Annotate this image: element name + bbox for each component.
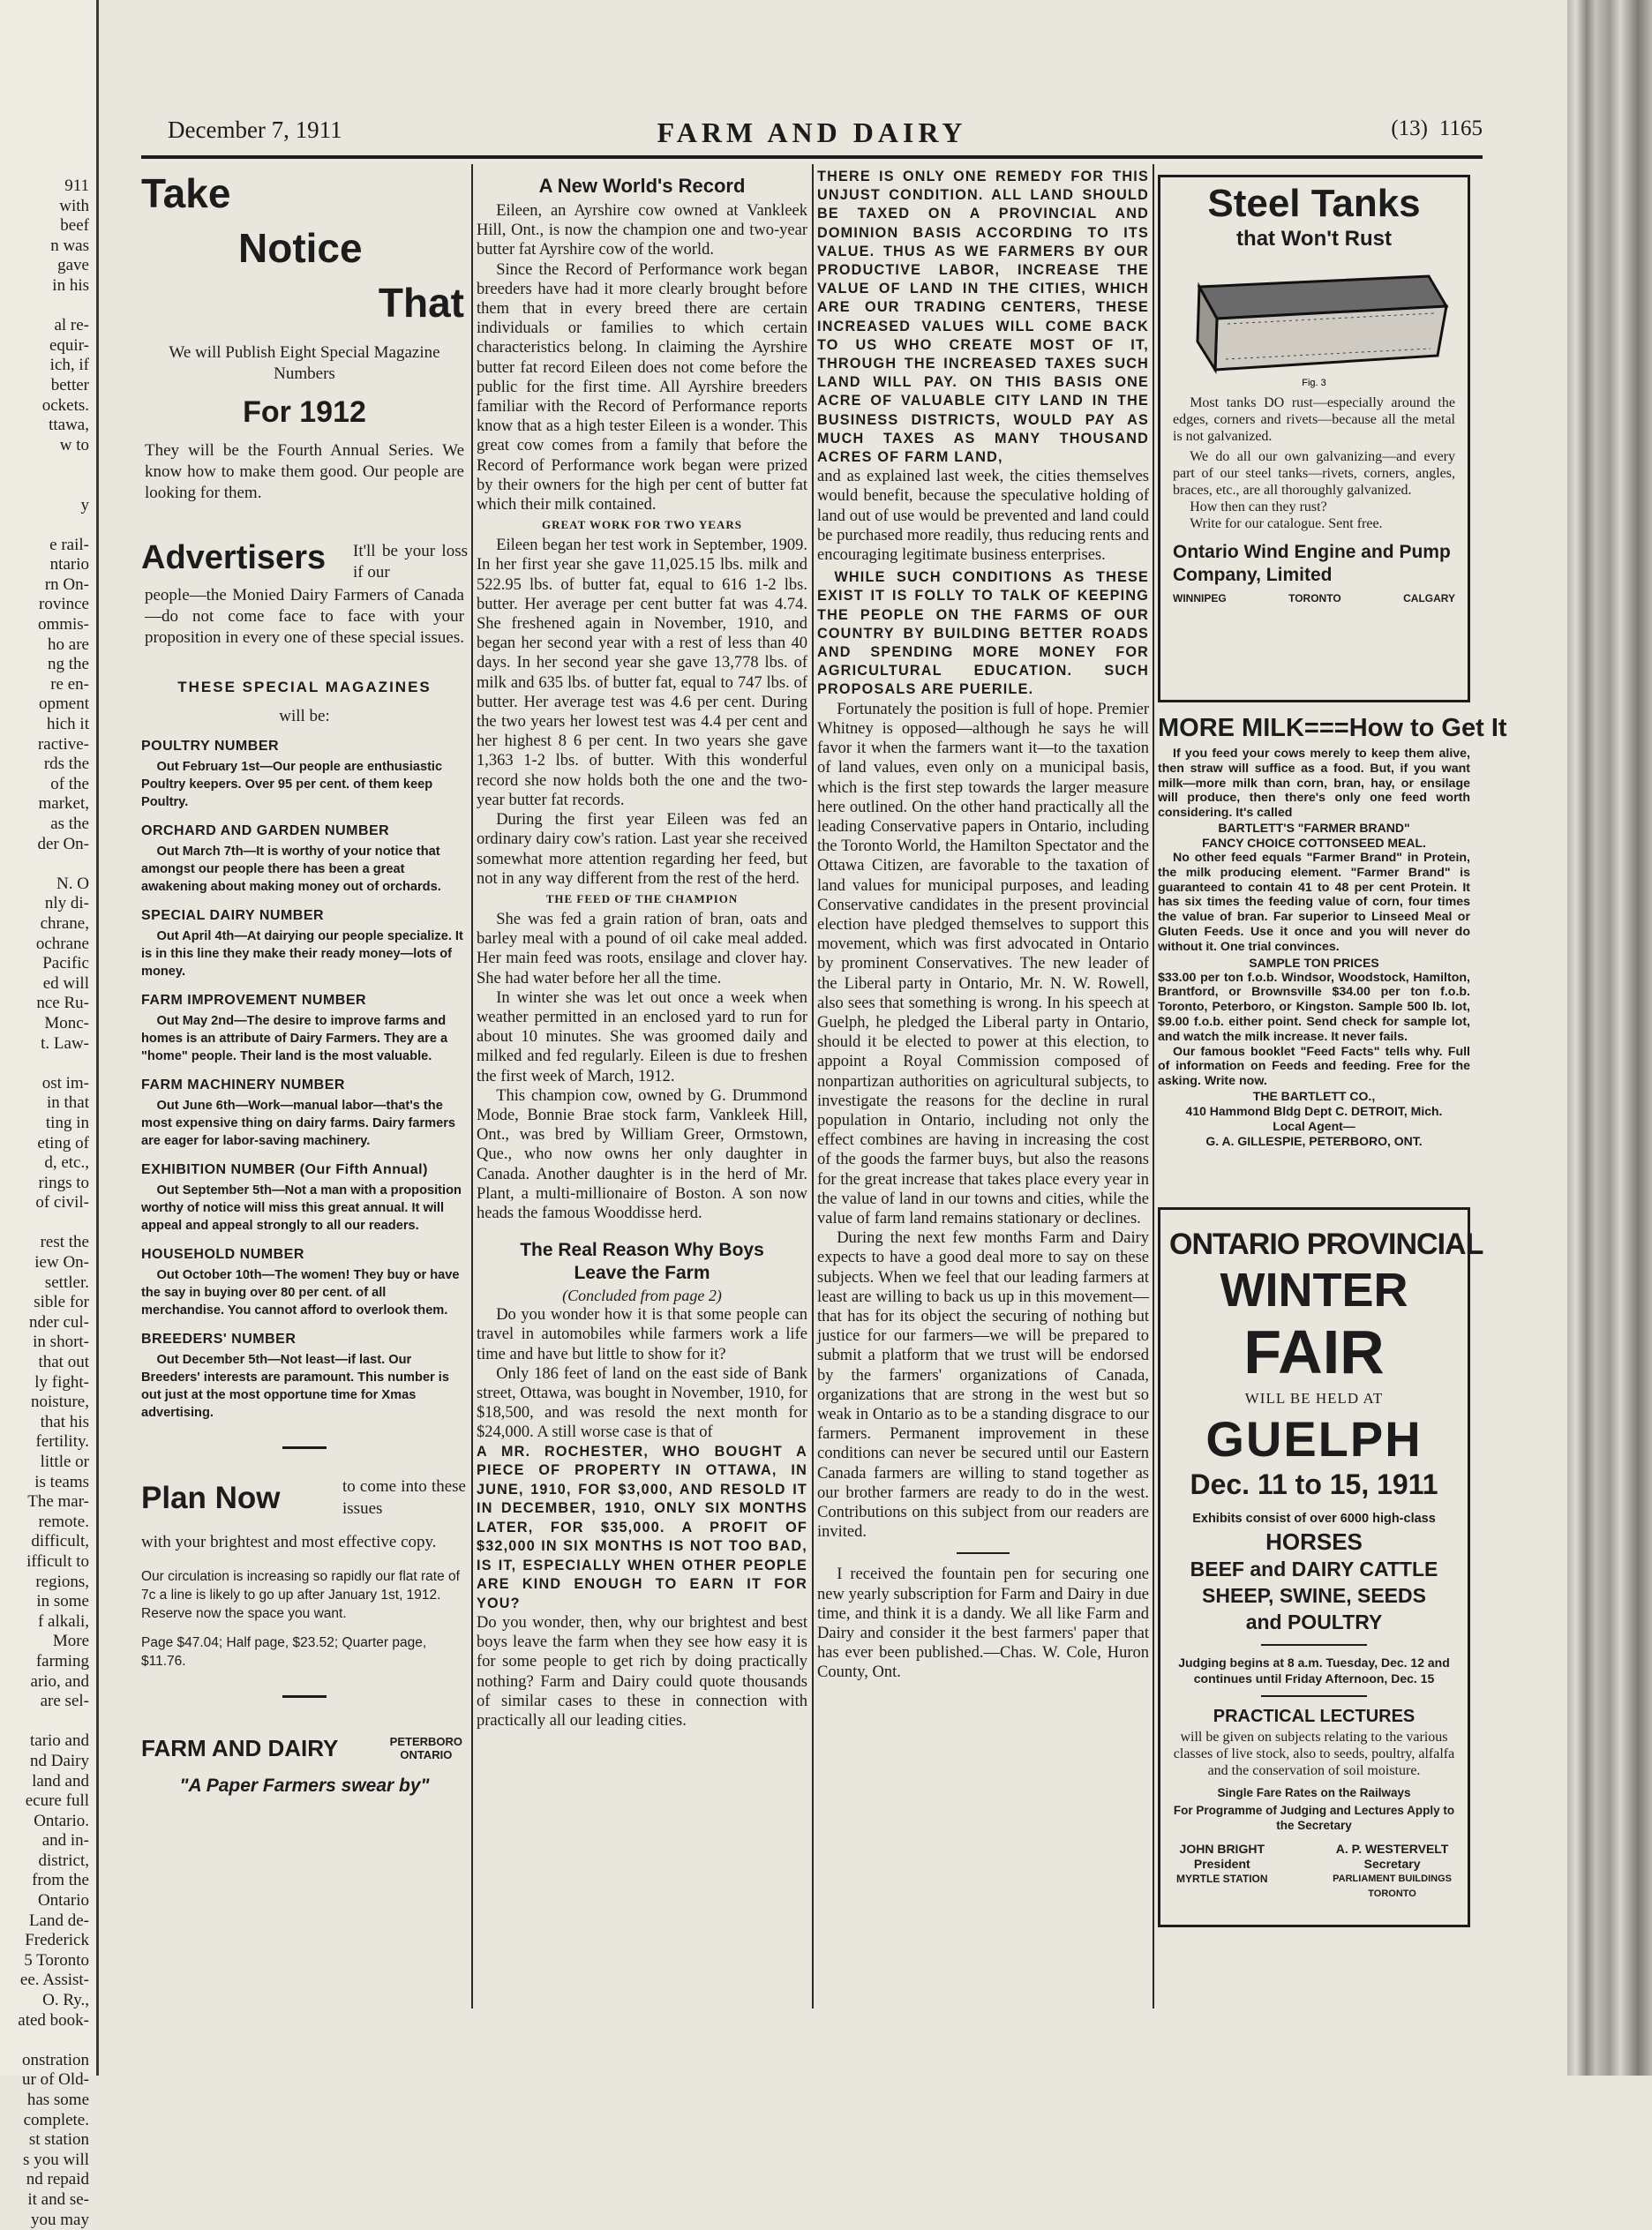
- ad-title: Steel Tanks: [1207, 182, 1421, 225]
- fair-dates: Dec. 11 to 15, 1911: [1190, 1468, 1438, 1500]
- lectures-text: will be given on subjects relating to the various classes of live stock, also to seeds, poultry, alfalfa and the conservation of soil moisture.: [1173, 1730, 1455, 1778]
- secretary-name: A. P. WESTERVELT: [1335, 1842, 1449, 1856]
- president-title: President: [1193, 1857, 1250, 1871]
- strip-fragment: ochrane: [35, 934, 89, 953]
- fair-line: BEEF and DAIRY CATTLE: [1190, 1558, 1438, 1581]
- special-number-text: Out December 5th—Not least—if last. Our Breeders' interests are paramount. This number is out just at the most opportune time for Xmas advertising.: [141, 1353, 449, 1421]
- secretary-city: TORONTO: [1368, 1888, 1416, 1899]
- divider: [282, 1695, 327, 1698]
- article-paragraph: Fortunately the position is full of hope. Premier Whitney is opposed—although he says he will favor it when the farmers want it—to the taxation of land values, even only on a municipal basis, which is the first step towards the larger measure here outlined. On the other hand practically all the leading Conservative papers in Ontario, including the Toronto World, the Hamilton Spectator and the Ottawa Citizen, are favorable to the taxation of land values for municipal purposes, and leading Conservative candidates in the present provincial election have pledged themselves to support this movement, which was first advocated in Ontario by prominent Conservatives. The new leader of the Liberal party in Ontario, Mr. N. W. Rowell, also sees that something is wrong. In his speech at Guelph, he pledged the Liberal party in Ontario, should it be elected to power at this election, to appoint a Royal Commission composed of nonpartizan authorities on agricultural subjects, to investigate the reasons for the decline in rural population in Ontario, including not only the effect combines are having in increasing the cost of the goods the farmer buys, but also the reasons for the great increase that takes place every year in the value of land in our towns and cities, while the value of farm land remains stationary or declines.: [817, 700, 1149, 1228]
- strip-fragment: chrane,: [40, 913, 89, 933]
- strip-fragment: that out: [38, 1353, 89, 1372]
- strip-fragment: rest the: [40, 1233, 89, 1252]
- company-cities: [1173, 592, 1455, 604]
- strip-fragment: w to: [59, 435, 89, 454]
- strip-fragment: nly di-: [44, 894, 89, 913]
- strip-fragment: better: [50, 375, 89, 394]
- strip-fragment: with: [59, 196, 89, 215]
- strip-fragment: difficult,: [31, 1532, 89, 1551]
- strip-fragment: in his: [52, 275, 89, 295]
- company-name: THE BARTLETT CO.,: [1252, 1088, 1376, 1103]
- caps-passage: A MR. ROCHESTER, WHO BOUGHT A PIECE OF PROPERTY IN OTTAWA, IN JUNE, 1910, FOR $3,000, AND RESOLD IT IN DECEMBER, 1910, ONLY SIX MONTHS LATER, FOR $35,000. A PROFIT OF $32,000 IN SIX MONTHS IS NOT TOO BAD, IS IT, ESPECIALLY WHEN OTHER PEOPLE ARE KIND ENOUGH TO EARN IT FOR YOU?: [477, 1443, 807, 1611]
- advertisers-heading: Advertisers: [141, 539, 327, 576]
- agent-label: Local Agent—: [1273, 1118, 1355, 1133]
- will-be: will be:: [279, 707, 330, 725]
- strip-fragment: of civil-: [35, 1193, 89, 1213]
- strip-fragment: n was: [50, 236, 89, 255]
- strip-fragment: y: [80, 495, 89, 514]
- strip-fragment: regions,: [35, 1572, 89, 1591]
- strip-fragment: rovince: [39, 595, 89, 614]
- strip-fragment: [0, 1213, 96, 1234]
- ad-title: MORE MILK===How to Get It: [1158, 714, 1507, 742]
- strip-fragment: rings to: [38, 1173, 89, 1192]
- strip-fragment: [0, 854, 96, 875]
- that-heading: That: [378, 280, 464, 326]
- strip-fragment: beef: [60, 216, 89, 236]
- strip-fragment: More: [52, 1632, 89, 1651]
- strip-fragment: in that: [46, 1093, 89, 1113]
- article-paragraph: Eileen, an Ayrshire cow owned at Vankleek Hill, Ont., is now the champion one and two-year butter fat Ayrshire cow of the world.: [477, 202, 807, 259]
- special-number-title: FARM MACHINERY NUMBER: [141, 1077, 345, 1093]
- advertisers-text: people—the Monied Dairy Farmers of Canada—do not come face to face with your proposition in every one of these special issues.: [145, 586, 464, 647]
- strip-fragment: ting in: [45, 1113, 89, 1132]
- article-paragraph: Since the Record of Performance work began breeders have had it more clearly brought before them that in every breed there are certain individuals or families to which certain characteristics belong. In claiming the Ayrshire butter fat record Eileen does not come before the public for the first time. All Ayrshire breeders familiar with the Record of Performance reports know that as a high tester Eileen is a wonder. This great cow comes from a family that before the Record of Performance work began were prized by their owners for the high per cent of butter fat which their milk contained.: [477, 260, 807, 514]
- special-numbers-list: [141, 739, 468, 1422]
- strip-fragment: district,: [38, 1851, 89, 1870]
- strip-fragment: [0, 455, 96, 476]
- strip-fragment: of the: [50, 774, 89, 793]
- page-header: [141, 116, 1483, 152]
- strip-fragment: eting of: [37, 1133, 89, 1153]
- strip-fragment: Ontario: [37, 1891, 89, 1911]
- strip-fragment: from the: [32, 1871, 89, 1890]
- strip-fragment: t. Law-: [41, 1033, 89, 1053]
- strip-fragment: settler.: [44, 1273, 89, 1292]
- fair-location: GUELPH: [1205, 1411, 1423, 1467]
- article-paragraph: This champion cow, owned by G. Drummond Mode, Bonnie Brae stock farm, Vankleek Hill, Ont., was bred by William Greer, Ormstown, Que., who now owns her only daughter in Canada. Another daughter is in the herd of Mr. Plant, a multi-millionaire of Boston. A son now heads the famous Wooddisse herd.: [477, 1086, 807, 1222]
- header-rule: [141, 155, 1483, 159]
- strip-fragment: market,: [38, 794, 89, 814]
- strip-fragment: [0, 1712, 96, 1732]
- ad-paragraph: Most tanks DO rust—especially around the edges, corners and rivets—because all the metal is not galvanized.: [1173, 395, 1455, 444]
- ad-paragraph: $33.00 per ton f.o.b. Windsor, Woodstock, Hamilton, Brantford, or Brownsville $34.00 per ton f.o.b. Toronto, Peterboro, or Kingston. Sample 500 lb. lot, $9.00 f.o.b. either point. Send check for sample lot, and watch the milk increase. It never fails.: [1158, 970, 1470, 1044]
- strip-fragment: [0, 297, 96, 317]
- strip-fragment: sible for: [34, 1293, 89, 1312]
- strip-fragment: ly fight-: [34, 1372, 89, 1392]
- strip-fragment: iew On-: [34, 1253, 89, 1273]
- strip-fragment: opment: [39, 695, 89, 714]
- fair-line: WILL BE HELD AT: [1244, 1390, 1384, 1407]
- secretary-title: Secretary: [1363, 1857, 1421, 1871]
- special-number-title: FARM IMPROVEMENT NUMBER: [141, 993, 367, 1009]
- strip-fragment: N. O: [56, 874, 89, 893]
- circulation-text: Our circulation is increasing so rapidly our flat rate of 7c a line is likely to go up after January 1st, 1912. Reserve now the space you want.: [141, 1569, 460, 1622]
- strip-fragment: complete.: [23, 2110, 89, 2129]
- strip-fragment: ttawa,: [49, 416, 89, 435]
- strip-fragment: Frederick: [25, 1931, 89, 1950]
- ad-paragraph: Write for our catalogue. Sent free.: [1190, 516, 1383, 531]
- strip-fragment: hich it: [46, 715, 89, 734]
- strip-fragment: ockets.: [41, 395, 89, 415]
- strip-fragment: ractive-: [37, 734, 89, 754]
- strip-fragment: [0, 515, 96, 536]
- advertisers-aside: It'll be your loss if our: [353, 542, 468, 582]
- strip-fragment: onstration: [22, 2050, 89, 2069]
- strip-fragment: 911: [64, 176, 89, 195]
- strip-fragment: ntario: [49, 555, 89, 574]
- special-number-text: Out February 1st—Our people are enthusiastic Poultry keepers. Over 95 per cent. of them keep Poultry.: [141, 760, 443, 810]
- column-3: [817, 168, 1149, 2012]
- masthead: FARM AND DAIRY: [657, 116, 967, 148]
- strip-fragment: The mar-: [27, 1492, 89, 1512]
- subheading: GREAT WORK FOR TWO YEARS: [542, 518, 742, 532]
- strip-fragment: nder cul-: [28, 1312, 89, 1332]
- sample-head: SAMPLE TON PRICES: [1249, 955, 1379, 970]
- strip-fragment: nce Ru-: [36, 994, 89, 1013]
- strip-fragment: in short-: [33, 1333, 89, 1352]
- ad-paragraph: How then can they rust?: [1190, 499, 1327, 514]
- strip-fragment: in some: [36, 1592, 89, 1611]
- article-paragraph: During the next few months Farm and Dairy expects to have a good deal more to say on these subjects. When we feel that our leading farmers at least are willing to back us up in this movement—that has for its object the securing of nothing but justice for our farmers—we will be prepared to submit a platform that we trust will be endorsed by the farmers' organizations of Canada, organizations that are strong in the west but so weak in Ontario as to be a standing disgrace to our farmers. Permanent improvement in these conditions can never be secured until our Eastern Canada farmers are willing to stand together as our brother farmers are ready to do in the west. Contributions on this subject from our readers are invited.: [817, 1229, 1149, 1542]
- strip-fragment: ng the: [48, 655, 89, 674]
- strip-fragment: e rail-: [49, 535, 89, 554]
- fair-line: ONTARIO PROVINCIAL: [1169, 1228, 1483, 1261]
- more-milk-ad: [1158, 713, 1507, 1190]
- strip-fragment: 5 Toronto: [24, 1950, 89, 1970]
- strip-fragment: equir-: [49, 335, 89, 355]
- city: CALGARY: [1403, 592, 1455, 604]
- strip-fragment: nd repaid: [26, 2170, 89, 2189]
- strip-fragment: it and se-: [27, 2189, 89, 2209]
- fd-city: PETERBORO: [389, 1735, 462, 1749]
- president-name: JOHN BRIGHT: [1179, 1842, 1265, 1856]
- city: TORONTO: [1288, 592, 1341, 604]
- special-number-title: HOUSEHOLD NUMBER: [141, 1247, 304, 1263]
- strip-fragment: ated book-: [18, 2010, 89, 2030]
- strip-fragment: nd Dairy: [29, 1751, 89, 1770]
- for-1912: For 1912: [243, 395, 366, 429]
- strip-fragment: re en-: [50, 674, 89, 694]
- column-rule: [812, 164, 814, 2009]
- strip-fragment: d, etc.,: [44, 1153, 89, 1173]
- article-paragraph: During the first year Eileen was fed an ordinary dairy cow's ration. Last year she received somewhat more attention regarding her feed, but not in any way different from the rest of the herd.: [477, 811, 807, 888]
- plan-now-heading: Plan Now: [141, 1481, 281, 1516]
- notice-heading: Notice: [238, 225, 363, 271]
- strip-fragment: has some: [26, 2091, 89, 2109]
- issue-date: December 7, 1911: [168, 116, 342, 143]
- lectures-head: PRACTICAL LECTURES: [1213, 1707, 1415, 1726]
- brand-line: BARTLETT'S "FARMER BRAND": [1218, 820, 1410, 835]
- plan-text: with your brightest and most effective copy.: [141, 1533, 437, 1552]
- article-paragraph: Do you wonder, then, why our brightest and best boys leave the farm when they see how easy it is for some people to get rich by doing practically nothing? Farm and Dairy could quote thousands of similar cases to these in connection with practically all our leading cities.: [477, 1614, 807, 1731]
- strip-fragment: s you will: [23, 2150, 89, 2169]
- series-text: They will be the Fourth Annual Series. We know how to make them good. Our people are looking for them.: [145, 441, 464, 502]
- president-location: MYRTLE STATION: [1176, 1873, 1268, 1885]
- strip-fragment: [0, 1054, 96, 1074]
- column-2: [477, 168, 807, 2012]
- subheading: THE FEED OF THE CHAMPION: [545, 891, 739, 905]
- strip-fragment: land and: [32, 1771, 89, 1791]
- page-paren: (13): [1391, 116, 1428, 140]
- article-paragraph: Eileen began her test work in September, 1909. In her first year she gave 11,025.15 lbs. milk and 522.95 lbs. of butter fat, equal to 616 1-2 lbs. butter. Her average per cent butter fat was 4.74. She freshened again in November, 1910, and began her second year with a rest of less than 40 days. In her second year she gave 13,778 lbs. of milk and 635 lbs. of butter fat, equal to 747 lbs. of butter. Her average test was 4.6 per cent. During the two years her lowest test was 4.4 per cent and her highest 8 6 per cent. In two years she gave 1,363 1-2 lbs. of butter. With this wonderful record she now holds both the one and the two-year butter fat records.: [477, 537, 807, 809]
- article-paragraph: She was fed a grain ration of bran, oats and barley meal with a pound of oil cake meal added. Her main feed was roots, ensilage and clover hay. She had water before her all the time.: [477, 910, 807, 987]
- column-rule: [471, 164, 473, 2009]
- programme-line: For Programme of Judging and Lectures Apply to the Secretary: [1173, 1804, 1455, 1832]
- strip-fragment: al re-: [54, 316, 89, 335]
- strip-fragment: that his: [40, 1412, 89, 1431]
- special-number-text: Out June 6th—Work—manual labor—that's the most expensive thing on dairy farms. Dairy farmers are eager for labor-saving machinery.: [141, 1099, 456, 1149]
- company-address: 410 Hammond Bldg Dept C. DETROIT, Mich.: [1185, 1103, 1443, 1118]
- strip-fragment: fertility.: [35, 1432, 89, 1452]
- special-number-title: BREEDERS' NUMBER: [141, 1332, 297, 1348]
- page-number: 1165: [1438, 116, 1483, 140]
- divider: [957, 1552, 1010, 1554]
- winter-fair-ad: [1158, 1207, 1483, 1927]
- strip-fragment: gave: [57, 256, 89, 275]
- strip-fragment: [0, 476, 96, 496]
- fair-line: SHEEP, SWINE, SEEDS: [1202, 1584, 1426, 1607]
- strip-fragment: Ontario.: [34, 1811, 89, 1830]
- strip-fragment: rn On-: [44, 574, 89, 594]
- article-paragraph: Only 186 feet of land on the east side of Bank street, Ottawa, was bought in November, 1910, for $18,500, and was resold the next month for $24,000. A still worse case is that of: [477, 1364, 807, 1442]
- article-paragraph: Do you wonder how it is that some people can travel in automobiles while farmers work a life time and have but little to show for it?: [477, 1306, 807, 1363]
- strip-fragment: as the: [50, 815, 89, 833]
- ad-subtitle: that Won't Rust: [1236, 227, 1392, 251]
- adjacent-page-fragment: [0, 0, 99, 2229]
- strip-fragment: is teams: [34, 1472, 89, 1491]
- ad-paragraph: No other feed equals "Farmer Brand" in Protein, the milk producing element. "Farmer Brand" is guaranteed to contain 41 to 48 per cent Protein. It has six times the feeding value of corn, four times the value of bran. Far superior to Linseed Meal or Gluten Feeds. Use it once and you will never do without it. One trial convinces.: [1158, 850, 1470, 954]
- ad-paragraph: Our famous booklet "Feed Facts" tells why. Full of information on Feeds and feeding. Free for the asking. Write now.: [1158, 1044, 1470, 1089]
- fair-line: Exhibits consist of over 6000 high-class: [1192, 1512, 1436, 1526]
- brand-line: FANCY CHOICE COTTONSEED MEAL.: [1202, 835, 1426, 850]
- column-rule: [1153, 164, 1154, 2009]
- strip-fragment: ur of Old-: [22, 2070, 89, 2090]
- intro-text: We will Publish Eight Special Magazine Numbers: [169, 343, 440, 383]
- ad-paragraph: We do all our own galvanizing—and every part of our steel tanks—rivets, corners, angles, braces, etc., are all thoroughly galvanized.: [1173, 449, 1455, 498]
- fair-line: HORSES: [1265, 1528, 1363, 1555]
- divider: [1261, 1644, 1367, 1646]
- column-1: [141, 168, 468, 2012]
- continued-note: (Concluded from page 2): [562, 1287, 722, 1305]
- strip-fragment: you may: [31, 2210, 89, 2229]
- letter-paragraph: I received the fountain pen for securing one new yearly subscription for Farm and Dairy in due time, and think it is a dandy. We all like Farm and Dairy and consider it the best farmers' paper that has ever been published.—Chas. W. Cole, Huron County, Ont.: [817, 1566, 1149, 1682]
- strip-fragment: O. Ry.,: [42, 1991, 89, 2010]
- strip-fragment: ee. Assist-: [19, 1971, 89, 1990]
- figure-label: Fig. 3: [1302, 378, 1326, 388]
- take-heading: Take: [141, 170, 231, 216]
- special-number-title: SPECIAL DAIRY NUMBER: [141, 908, 325, 924]
- caps-passage: WHILE SUCH CONDITIONS AS THESE EXIST IT IS FOLLY TO TALK OF KEEPING THE PEOPLE ON THE FARMS OF OUR COUNTRY BY BUILDING BETTER ROADS AND SPENDING MORE MONEY FOR AGRICULTURAL EDUCATION. SUCH PROPOSALS ARE PUERILE.: [817, 569, 1149, 698]
- fair-line: WINTER: [1220, 1264, 1408, 1317]
- strip-fragment: Land de-: [28, 1911, 89, 1930]
- strip-fragment: der On-: [37, 834, 89, 853]
- fd-province: ONTARIO: [400, 1748, 453, 1762]
- tank-illustration: [1173, 260, 1455, 391]
- agent-name: G. A. GILLESPIE, PETERBORO, ONT.: [1205, 1133, 1423, 1148]
- article-title: A New World's Record: [538, 175, 746, 197]
- divider: [282, 1446, 327, 1449]
- strip-fragment: st station: [28, 2130, 89, 2150]
- strip-fragment: farming: [35, 1651, 89, 1671]
- special-number-text: Out October 10th—The women! They buy or have the say in buying over 80 per cent. of all merchandise. You cannot afford to overlook them.: [141, 1268, 460, 1318]
- strip-fragment: ifficult to: [26, 1551, 89, 1571]
- special-number-title: ORCHARD AND GARDEN NUMBER: [141, 823, 390, 839]
- fd-name: FARM AND DAIRY: [141, 1735, 339, 1762]
- strip-fragment: Pacific: [42, 954, 89, 973]
- strip-fragment: noisture,: [31, 1393, 89, 1412]
- strip-fragment: ecure full: [25, 1791, 89, 1811]
- judging-info: Judging begins at 8 a.m. Tuesday, Dec. 12 and continues until Friday Afternoon, Dec. 15: [1178, 1656, 1450, 1686]
- strip-fragment: ario, and: [30, 1671, 89, 1691]
- article-title: The Real Reason Why Boys Leave the Farm: [520, 1240, 764, 1284]
- fair-line: and POULTRY: [1245, 1611, 1383, 1633]
- strip-fragment: and in-: [41, 1831, 89, 1851]
- ad-paragraph: If you feed your cows merely to keep them alive, then straw will suffice as a food. But, if you want milk—more milk than corn, bran, hay, or ensilage will produce, then there's only one feed worth considering. It's called: [1158, 747, 1470, 821]
- company-name: Ontario Wind Engine and Pump Company, Limited: [1173, 542, 1451, 585]
- article-paragraph: In winter she was let out once a week when weather permitted in an enclosed yard to run for about 10 minutes. She was groomed daily and milked and fed regularly. Eileen is due to freshen the first week of March, 1912.: [477, 988, 807, 1085]
- strip-fragment: rds the: [43, 755, 89, 774]
- strip-fragment: remote.: [38, 1512, 89, 1531]
- strip-fragment: are sel-: [40, 1692, 89, 1711]
- fair-line: FAIR: [1243, 1318, 1385, 1386]
- strip-fragment: [0, 2031, 96, 2051]
- article-paragraph: and as explained last week, the cities themselves would benefit, because the speculative holding of land out of use would be prevented and land could be purchased more readily, thus reducing rents and encouraging legitimate business enterprises.: [817, 468, 1149, 565]
- strip-fragment: Monc-: [44, 1013, 89, 1032]
- special-number-text: Out March 7th—It is worthy of your notice that amongst our people there has been a great awakening about making money out of orchards.: [141, 845, 441, 895]
- special-mag-head: THESE SPECIAL MAGAZINES: [177, 679, 432, 695]
- strip-fragment: ommis-: [37, 615, 89, 634]
- strip-fragment: ed will: [42, 973, 89, 993]
- special-number-title: POULTRY NUMBER: [141, 739, 280, 755]
- strip-fragment: f alkali,: [37, 1611, 89, 1631]
- rates-line: Single Fare Rates on the Railways: [1217, 1786, 1411, 1799]
- special-number-text: Out April 4th—At dairying our people specialize. It is in this line they make their ready money—lots of money.: [141, 929, 463, 980]
- plan-aside: to come into these issues: [342, 1477, 466, 1519]
- special-number-text: Out May 2nd—The desire to improve farms and homes is an attribute of Dairy Farmers. They are a "home" people. Their land is the most valuable.: [141, 1014, 448, 1064]
- secretary-location: PARLIAMENT BUILDINGS: [1333, 1873, 1452, 1884]
- caps-passage: THERE IS ONLY ONE REMEDY FOR THIS UNJUST CONDITION. ALL LAND SHOULD BE TAXED ON A PROVINCIAL AND DOMINION BASIS ACCORDING TO ITS VALUE. THUS AS WE FARMERS BY OUR PRODUCTIVE LABOR, INCREASE THE VALUE OF LAND IN THE CITIES, WHICH ARE OUR TRADING CENTERS, THESE INCREASED VALUES WILL COME BACK TO US WHO CREATE MOST OF IT, THROUGH THE INCREASED TAXES SUCH LAND WILL PAY. ON THIS BASIS ONE ACRE OF VALUABLE CITY LAND IN THE BUSINESS DISTRICTS, WOULD PAY AS MUCH TAXES AS MANY THOUSAND ACRES OF FARM LAND,: [817, 169, 1149, 466]
- special-number-text: Out September 5th—Not a man with a proposition worthy of notice will miss this great annual. It will appeal and appeal strongly to all our readers.: [141, 1183, 462, 1234]
- rates-text: Page $47.04; Half page, $23.52; Quarter page, $11.76.: [141, 1635, 427, 1670]
- strip-fragment: ich, if: [49, 356, 89, 375]
- steel-tanks-ad: [1158, 175, 1470, 702]
- city: WINNIPEG: [1173, 592, 1227, 604]
- book-edge: [1567, 0, 1652, 2076]
- strip-fragment: little or: [40, 1453, 89, 1471]
- slogan: "A Paper Farmers swear by": [179, 1776, 430, 1797]
- divider: [1261, 1695, 1367, 1697]
- officers: [1169, 1842, 1459, 1902]
- strip-fragment: tario and: [29, 1731, 89, 1751]
- strip-fragment: ho are: [48, 634, 89, 654]
- strip-fragment: ost im-: [41, 1073, 89, 1092]
- special-number-title: EXHIBITION NUMBER (Our Fifth Annual): [141, 1162, 428, 1178]
